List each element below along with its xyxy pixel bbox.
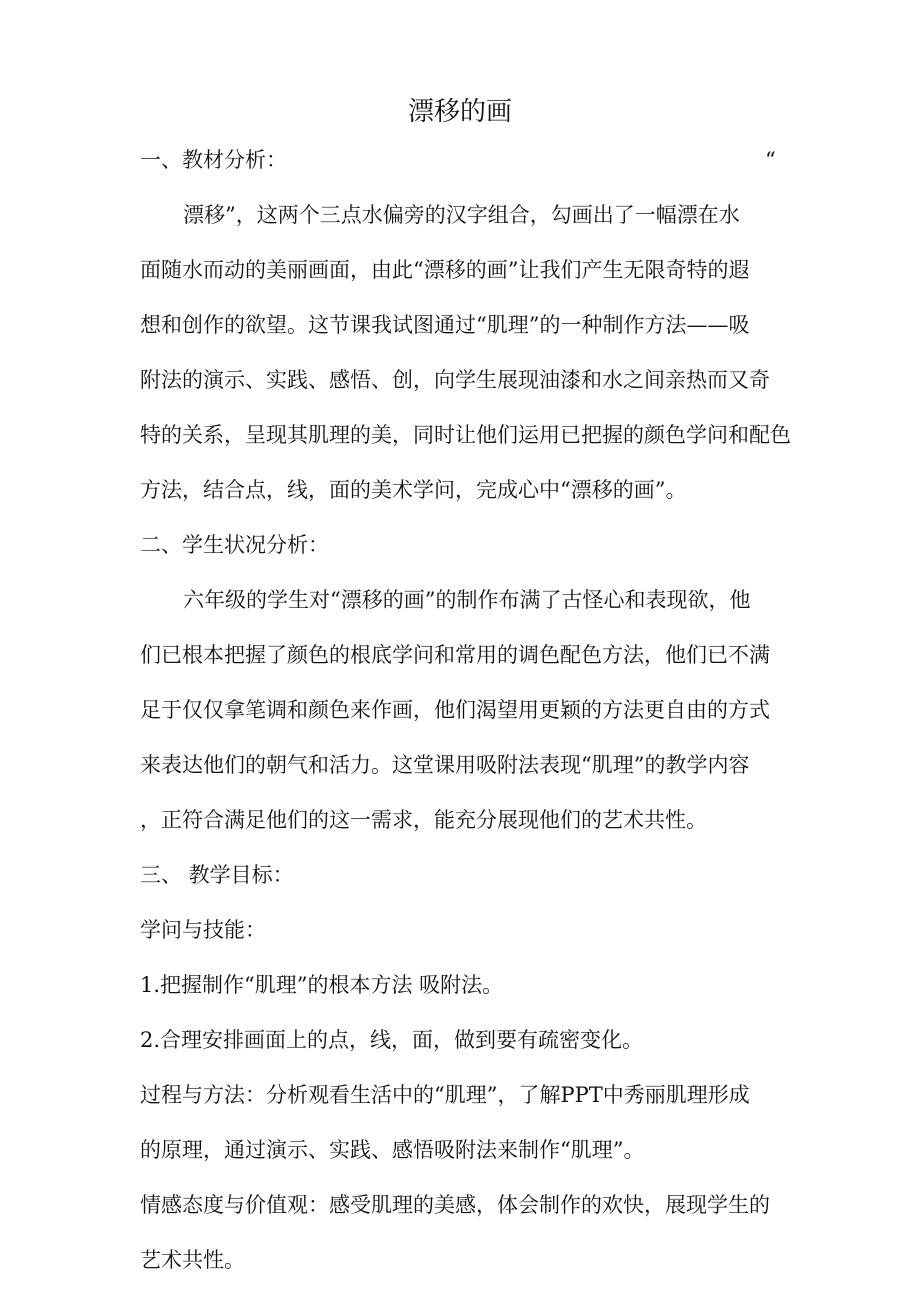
process-method-line: 的原理，通过演示、实践、感悟吸附法来制作“肌理”。: [140, 1138, 645, 1162]
document-title: 漂移的画: [407, 97, 512, 127]
process-method-line: 过程与方法：分析观看生活中的“肌理”，了解PPT中秀丽肌理形成: [140, 1083, 750, 1107]
paragraph-line: 特的关系，呈现其肌理的美，同时让他们运用已把握的颜色学问和配色: [140, 423, 791, 447]
paragraph-line: 足于仅仅拿笔调和颜色来作画，他们渴望用更颖的方法更自由的方式: [140, 698, 770, 722]
opening-quote-mark: “: [765, 148, 776, 172]
paragraph-line: ，正符合满足他们的这一需求，能充分展现他们的艺术共性。: [140, 808, 707, 832]
paragraph-line: 附法的演示、实践、感悟、创，向学生展现油漆和水之间亲热而又奇: [140, 368, 770, 392]
paragraph-line: 漂移”，这两个三点水偏旁的汉字组合，勾画出了一幅漂在水: [183, 203, 740, 227]
paragraph-line: 们已根本把握了颜色的根底学问和常用的调色配色方法，他们已不满: [140, 643, 770, 667]
paragraph-line: 方法，结合点，线，面的美术学问，完成心中“漂移的画”。: [140, 478, 687, 502]
section3-heading: 三、 教学目标：: [140, 863, 294, 887]
paragraph-line: 六年级的学生对“漂移的画”的制作布满了古怪心和表现欲，他: [183, 588, 751, 612]
section1-heading: 一、教材分析：: [140, 148, 287, 172]
objective-item-2: 2.合理安排画面上的点，线，面，做到要有疏密变化。: [140, 1028, 644, 1052]
subheading-knowledge-skills: 学问与技能：: [140, 918, 266, 942]
objective-item-1: 1.把握制作“肌理”的根本方法 吸附法。: [140, 973, 504, 997]
attitude-values-line: 情感态度与价值观：感受肌理的美感，体会制作的欢快，展现学生的: [140, 1193, 770, 1217]
paragraph-line: 来表达他们的朝气和活力。这堂课用吸附法表现“肌理”的教学内容: [140, 753, 750, 777]
paragraph-line: 面随水而动的美丽画面，由此“漂移的画”让我们产生无限奇特的遐: [140, 258, 750, 282]
section2-heading: 二、学生状况分析：: [140, 533, 329, 557]
paragraph-line: 想和创作的欲望。这节课我试图通过“肌理”的一种制作方法——吸: [140, 313, 750, 337]
attitude-values-line: 艺术共性。: [140, 1248, 245, 1272]
